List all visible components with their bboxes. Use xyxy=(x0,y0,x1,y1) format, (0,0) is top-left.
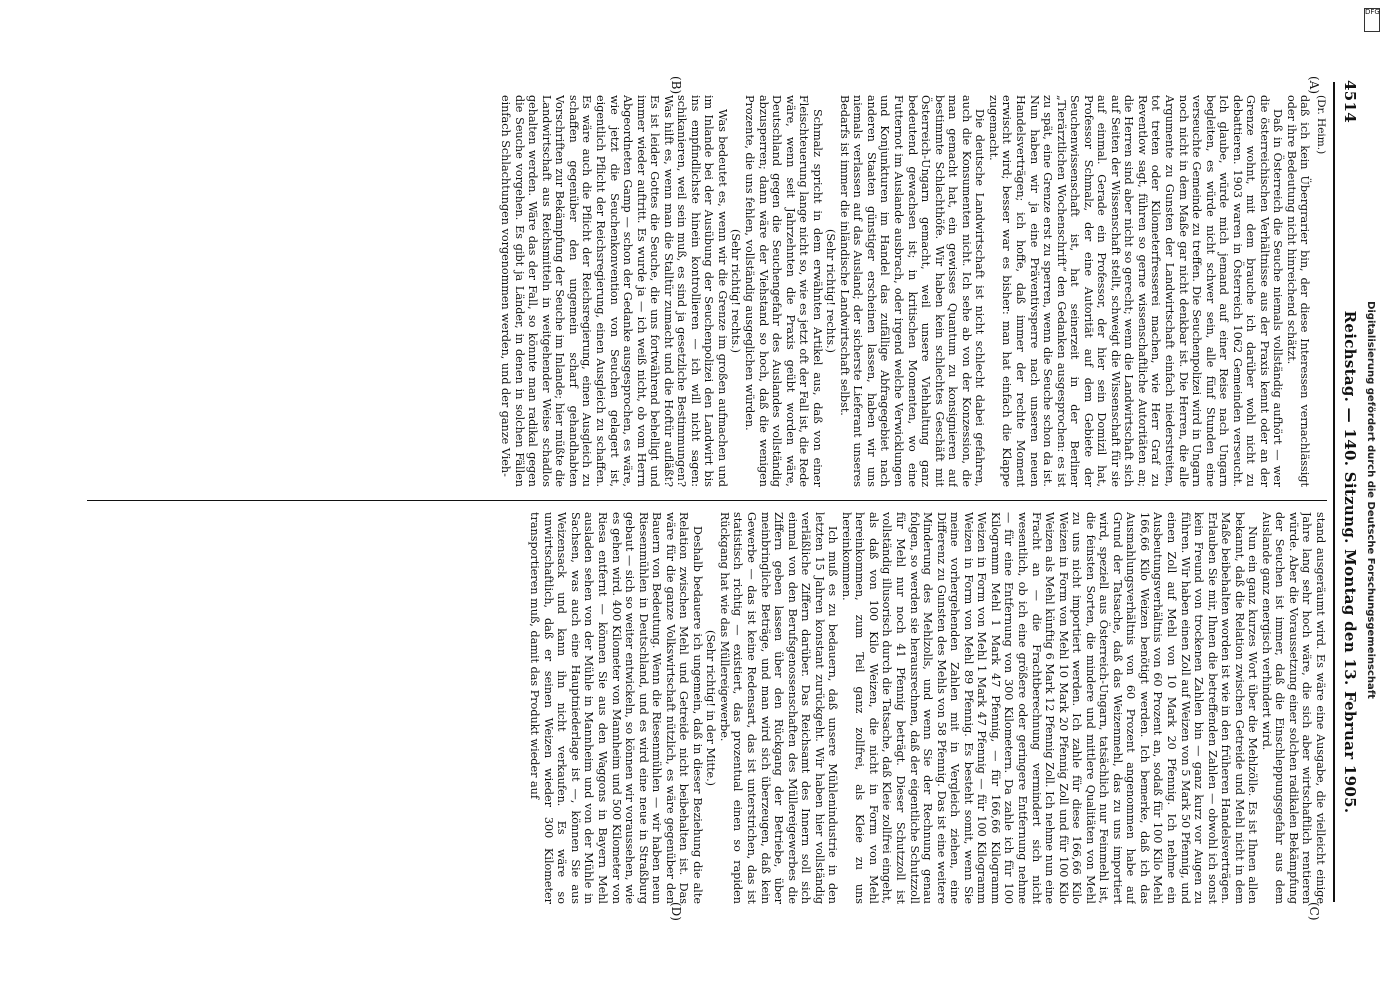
interjection: (Sehr richtig! rechts.) xyxy=(824,228,838,354)
margin-marker-a: (A) xyxy=(1307,76,1321,95)
right-column xyxy=(77,512,1327,904)
paragraph: stand ausgeräumt wird. Es wäre eine Ausgabe, die vielleicht einige Jahre lang sehr hoch wäre, die sich aber wirtschaftlich rentieren würde. Aber die Voraussetzung einer solchen radikalen Bekämpfung der Seuchen ist immer, daß die Einschleppungsgefahr aus dem Auslande ganz energisch verhindert wird. xyxy=(1259,512,1327,904)
margin-marker-d: (D) xyxy=(669,902,683,921)
left-column xyxy=(77,95,1327,487)
paragraph: Nun ein ganz kurzes Wort über die Mehlzölle. Es ist Ihnen allen bekannt, daß die Relation zwischen Getreide und Mehl nicht in dem Maße beibehalten worden ist wie in den früheren Handelsverträgen. Erlauben Sie mir, Ihnen die betreffenden Zahlen — obwohl ich sonst kein Freund von trockenen Zahlen bin — ganz kurz vor Augen zu führen. Wir haben einen Zoll auf Weizen von 5 Mark 50 Pfennig, und einen Zoll auf Mehl von 10 Mark 20 Pfennig. Ich nehme ein Ausbeutungsverhältnis von 60 Prozent an, sodaß für 100 Kilo Mehl 166,66 Kilo Weizen benötigt werden. Ich bemerke, daß ich das Ausmahlungsverhältnis von 60 Prozent angenommen habe auf Grund der Tatsache, daß das Weizenmehl, das zu uns importiert wird, speziell aus Österreich-Ungarn, tatsächlich nur Feinmehl ist, die feinsten Sorten, die mindere und mittlere Qualitäten von Mehl zu uns nicht importiert werden. Ich zahle für diese 166,66 Kilo Weizen in Form von Mehl 10 Mark 20 Pfennig Zoll und für 100 Kilo Weizen als Mehl künftig 6 Mark 12 Pfennig Zoll. Ich nehme nun eine Fracht an — die Frachtberechnung vermindert sich nicht wesentlich, ob ich eine größere oder geringere Entfernung nehme — für eine Entfernung von 300 Kilometern. Da zahle ich für 100 Kilogramm Mehl 1 Mark 47 Pfennig, — für 166,66 Kilogramm Weizen in Form von Mehl 1 Mark 47 Pfennig — für 100 Kilogramm Weizen in Form von Mehl 89 Pfennig. Es besteht somit, wenn Sie meine vorhergehenden Zahlen mit in Vergleich ziehen, eine Differenz zu Gunsten des Mehls von 58 Pfennig. Das ist eine weitere Minderung des Mehlzolls, und wenn Sie der Rechnung genau folgen, so werden sie herausrechnen, daß der eigentliche Schutzzoll für Mehl nur noch 41 Pfennig beträgt. Dieser Schutzzoll ist vollständig illusorisch durch die Tatsache, daß Kleie zollfrei eingeht, als daß von 100 Kilo Weizen, die nicht in Form von Mehl hereinkommen, zum Teil ganz zollfrei, als Kleie zu uns hereinkommen. xyxy=(839,512,1260,904)
paragraph: Daß in Österreich die Seuche niemals vollständig aufhört — wer die österreichischen Verhältnisse aus der Praxis kennt oder an der Grenze wohnt, mit dem brauche ich darüber wohl nicht zu debattieren. 1903 waren in Österreich 1062 Gemeinden verseucht. Ich glaube, würde mich jemand auf einer Reise nach Ungarn begleiten, es würde nicht schwer sein, alle fünf Stunden eine verseuchte Gemeinde zu treffen. Die Seuchenpolizei wird in Ungarn noch nicht in dem Maße gar nicht denkbar ist. Die Herren, die alle Argumente zu Gunsten der Landwirtschaft einfach niederstreiten, tot treten oder Kilometerfresserei machen, wie Herr Graf zu Reventlow sagt, führen so gerne wissenschaftliche Autoritäten an; die Herren sind aber nicht so gerecht; wenn die Landwirtschaft sich auf Seiten der Wissenschaft stellt, schweigt die Wissenschaft für sie auf einmal. Gerade ein Professor, der hier sein Domizil hat, Professor Schmalz, der eine Autorität auf dem Gebiete der Seuchenwissenschaft ist, hat seinerzeit in der Berliner „Tierärztlichen Wochenschrift“ den Gedanken ausgesprochen: es ist zu spät, eine Grenze erst zu sperren, wenn die Seuche schon da ist. Nun haben wir ja eine Präventivsperre nach unseren neuen Handelsverträgen; ich hoffe, daß immer der rechte Moment erwischt wird; besser war es bisher: man hat einfach die Klappe zugemacht. xyxy=(986,95,1285,487)
interjection: (Sehr richtig! in der Mitte.) xyxy=(704,629,718,787)
paragraph: Schmalz spricht in dem erwähnten Artikel aus, daß von einer Fleischteuerung lange nicht so, wie es jetzt oft der Fall ist, die Rede wäre, wenn seit Jahrzehnten die Praxis geübt worden wäre, Deutschland gegen die Seuchengefahr des Auslandes vollständig abzusperren; dann wäre der Viehstand so hoch, daß die wenigen Prozente, die uns fehlen, vollständig ausgeglichen würden. xyxy=(743,95,824,487)
header-rule xyxy=(1333,82,1335,902)
interjection: (Sehr richtig! rechts.) xyxy=(729,228,743,354)
page-title: Reichstag. — 140. Sitzung. Montag den 13. Februar 1905. xyxy=(1341,310,1359,814)
paragraph: daß ich kein Übergrarier bin, der diese Interessen vernachlässigt oder ihre Bedeutung nicht hinreichend schätzt. xyxy=(1284,95,1312,487)
dfg-logo: DFG xyxy=(1364,8,1380,32)
credit-text: Digitalisierung gefördert durch die Deutsche Forschungsgemeinschaft xyxy=(1365,301,1376,699)
paragraph: Ich muß es zu bedauern, daß unsere Mühlenindustrie in den letzten 15 Jahren konstant zurückgeht. Wir haben hier vollständig verläßliche Ziffern darüber. Das Reichsamt des Innern soll sich einmal von den Berufsgenossenschaften des Müllereigewerbes die Ziffern geben lassen über den Rückgang der Betriebe, über meinbringliche Beträge, und man wird sich überzeugen, daß kein Gewerbe — das ist keine Redensart, das ist unterstrichen, das ist statistisch richtig — existiert, das prozentual einen so rapiden Rückgang hat wie das Müllereigewerbe. xyxy=(717,512,840,904)
paragraph: Was bedeutet es, wenn wir die Grenze im großen aufmachen und im Inlande bei der Ausübung der Seuchenpolizei den Landwirt bis ins empfindlichste hinein kontrollieren — ich will nicht sagen: schikanieren, weil sein muß, es sind ja gesetzliche Bestimmungen? Was hilft es, wenn man die Stalltür zumacht und die Hoftür aufläßt? Es ist leider Gottes die Seuche, die uns fortwährend behelligt und immer wieder auftritt. Es wurde ja — ich weiß nicht, ob vom Herrn Abgeordneten Gamp — schon der Gedanke ausgesprochen, es wäre, wie jetzt die Seuchenkonvention von Seuchen gelagert ist, eigentlich Pflicht der Reichsregierung, einen Ausgleich zu schaffen. Es wäre auch die Pflicht der Reichsregierung, einen Ausgleich zu schaffen gegenüber den ungemein scharf gehandhabten Vorschriften zur Bekämpfung der Seuche im Inlande; hier müßte die Landwirtschaft aus Reichsmitteln in weitgehender Weise schadlos gehalten werden. Wäre das der Fall, so könnte man radikal gegen die Seuche vorgehen. Es gibt ja Länder, in denen in solchen Fällen einfach Schlachtungen vorgenommen werden, und der ganze Vieh- xyxy=(499,95,729,487)
page-number: 4514 xyxy=(1341,80,1359,123)
column-divider xyxy=(87,500,1327,501)
paragraph: Deshalb bedauere ich ungemein, daß in dieser Beziehung die alte Relation zwischen Mehl und Getreide nicht beibehalten ist. Das wäre für die ganze Volkswirtschaft nützlich, es wäre gegenüber den Bauern von Bedeutung. Wenn die Riesenmühlen — wir haben neun Riesenmühlen in Deutschland, und es wird eine neue in Straßburg gebaut — sich so weiter entwickeln, so können wir voraussehen, wie es gehen wird. 400 Kilometer von Mannheim und 500 Kilometer von Riesa entfernt — können Sie aus den Waggons in Bayern Mehl ausladen sehen von der Mühle in Mannheim und von der Mühle in Sachsen, was auch eine Hauptniederlage ist —, können Sie aus Weizensack und kann ihn nicht verkaufen. Es wäre so unwirtschaftlich, daß er seinen Weizen wieder 300 Kilometer transportieren muß, damit das Produkt wieder auf xyxy=(528,512,704,904)
margin-marker-b: (B) xyxy=(669,76,683,95)
digitization-credit xyxy=(1360,10,1380,990)
margin-marker-c: (C) xyxy=(1307,902,1321,921)
paragraph: Die deutsche Landwirtschaft ist nicht schlecht dabei gefahren, auch die Konsumenten nicht. Ich sehe ab von der Konzession, die man gemacht hat, ein gewisses Quantum zu konsignieren auf bestimmte Schlachthöfe. Wir haben kein schlechtes Geschäft mit Österreich-Ungarn gemacht, weil unsere Viehhaltung ganz bedeutend gewachsen ist; in kritischen Momenten, wo eine Futternot im Auslande ausbrach, oder irgend welche Verwicklungen und Konjunkturen im Handel das zufällige Abfragegebiet nach anderen Staaten günstiger erscheinen lassen, haben wir uns niemals verlassen auf das Ausland; der sicherste Lieferant unseres Bedarfs ist immer die inländische Landwirtschaft selbst. xyxy=(837,95,987,487)
speaker-label: (Dr. Heim.) xyxy=(1315,95,1327,155)
